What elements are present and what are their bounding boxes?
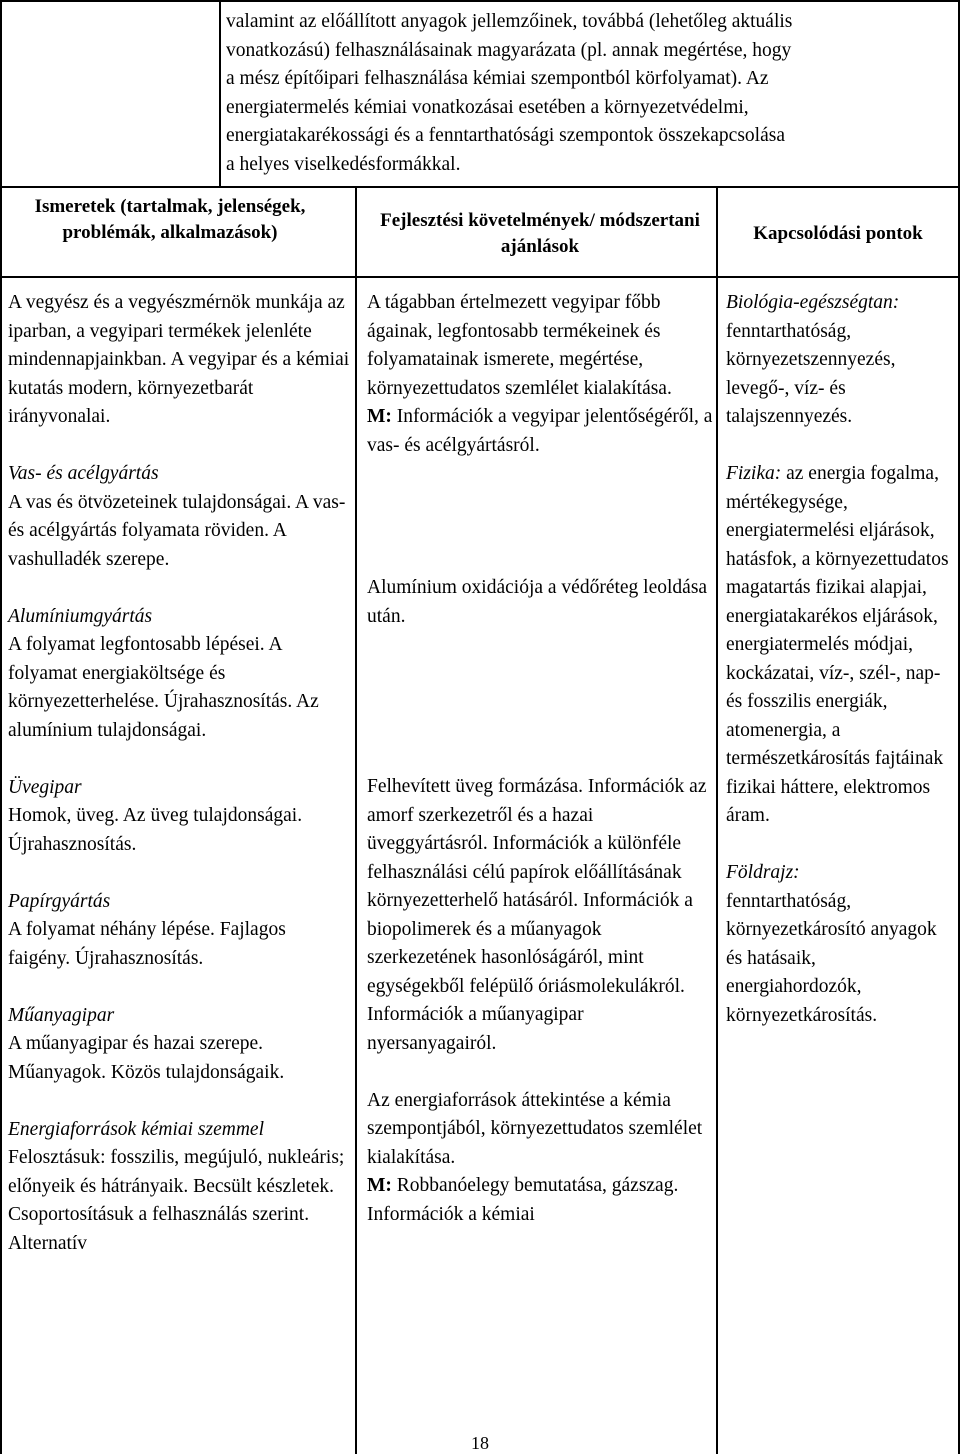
divider-header-bottom	[0, 276, 960, 278]
subject-text: az energia fogalma, mértékegysége, energiatermelési eljárások, hatásfok, a környezettudatos magatartás fizikai alapjai, energiatakarékos eljárások, energiatermelés módjai, kockázatai, víz-, szél-, nap- és fosszilis energiák, atomenergia, a természetkárosítás fajtáinak fizikai háttere, elektromos áram.	[726, 463, 949, 826]
section-title-aluminium: Alumíniumgyártás	[8, 605, 153, 627]
dev-paragraph-1: A tágabban értelmezett vegyipar főbb ágainak, legfontosabb termékeinek és folyamatainak ismerete, megértése, környezettudatos szemlélet kialakítása.	[367, 292, 672, 399]
section-title-glass: Üvegipar	[8, 776, 82, 798]
intro-line: energiatermelés kémiai vonatkozásai esetében a környezetvédelmi,	[226, 96, 749, 118]
divider-col1-col2	[355, 186, 357, 1454]
section-text-aluminium: A folyamat legfontosabb lépései. A folyamat energiaköltsége és környezetterhelése. Újrahasznosítás. Az alumínium tulajdonságai.	[8, 634, 319, 741]
connection-physics	[726, 460, 956, 831]
section-text-iron: A vas és ötvözeteinek tulajdonságai. A vas- és acélgyártás folyamata röviden. A vashulladék szerepe.	[8, 491, 346, 570]
header-connections: Kapcsolódási pontok	[753, 223, 923, 244]
divider-top-left	[0, 186, 220, 188]
section-text-plastics: A műanyagipar és hazai szerepe. Műanyagok. Közös tulajdonságaik.	[8, 1033, 285, 1083]
method-text: Robbanóelegy bemutatása, gázszag. Információk a kémiai	[367, 1175, 679, 1225]
subject-label: Földrajz:	[726, 862, 800, 883]
section-text-energy: Felosztásuk: fosszilis, megújuló, nukleáris; előnyeik és hátrányaik. Becsült készletek. Csoportosításuk a felhasználás szerint. Alternatív	[8, 1147, 345, 1254]
divider-col2-col3	[716, 186, 718, 1454]
header-knowledge: Ismeretek (tartalmak, jelenségek, problémák, alkalmazások)	[34, 196, 306, 243]
dev-paragraph-m2	[367, 1172, 713, 1229]
dev-paragraph-3: Felhevített üveg formázása. Információk az amorf szerkezetről és a hazai üveggyártásról. Információk a különféle felhasználási célú papírok előállításának környezetterhelő hatásáról. Információk a biopolimerek és a műanyagok szerkezetének hasonlóságáról, mint egységekből felépülő óriásmolekulákról. Információk a műanyagipar nyersanyagairól.	[367, 776, 707, 1054]
dev-paragraph-m1	[367, 403, 713, 460]
method-label: M:	[367, 406, 392, 427]
section-text-glass: Homok, üveg. Az üveg tulajdonságai. Újrahasznosítás.	[8, 805, 303, 855]
column-knowledge	[8, 289, 352, 1258]
intro-text	[226, 8, 954, 179]
page-number: 18	[471, 1433, 489, 1453]
method-label: M:	[367, 1175, 392, 1196]
subject-label: Fizika:	[726, 463, 782, 484]
intro-paragraph: A vegyész és a vegyészmérnök munkája az iparban, a vegyipari termékek jelenléte mindennapjainkban. A vegyipar és a kémiai kutatás modern, környezetbarát irányvonalai.	[8, 292, 350, 427]
section-title-paper: Papírgyártás	[8, 890, 111, 912]
column-development	[367, 289, 713, 1229]
intro-line: a helyes viselkedésformákkal.	[226, 153, 461, 175]
intro-line: a mész építőipari felhasználása kémiai szempontból körfolyamat). Az	[226, 68, 769, 89]
connection-biology	[726, 289, 956, 432]
section-title-energy: Energiaforrások kémiai szemmel	[8, 1118, 264, 1140]
section-title-plastics: Műanyagipar	[8, 1004, 115, 1026]
intro-line: vonatkozású) felhasználásainak magyarázata (pl. annak megértése, hogy	[226, 39, 792, 61]
column-connections	[726, 289, 956, 1030]
subject-label: Biológia-egészségtan:	[726, 292, 900, 313]
header-development: Fejlesztési követelmények/ módszertani ajánlások	[380, 210, 700, 257]
method-text: Információk a vegyipar jelentőségéről, a vas- és acélgyártásról.	[367, 406, 713, 456]
section-text-paper: A folyamat néhány lépése. Fajlagos faigény. Újrahasznosítás.	[8, 919, 286, 969]
divider-header-top	[219, 186, 960, 188]
dev-paragraph-2: Alumínium oxidációja a védőréteg leoldása után.	[367, 577, 708, 627]
dev-paragraph-4: Az energiaforrások áttekintése a kémia szempontjából, környezettudatos szemlélet kialakítása.	[367, 1089, 703, 1168]
divider-top-row	[219, 0, 221, 186]
subject-text: fenntarthatóság, környezetkárosító anyagok és hatásaik, energiahordozók, környezetkárosítás.	[726, 890, 937, 1026]
intro-line: valamint az előállított anyagok jellemzőinek, továbbá (lehetőleg aktuális	[226, 11, 793, 32]
intro-line: energiatakarékossági és a fenntarthatósági szempontok összekapcsolása	[226, 125, 785, 146]
subject-text: fenntarthatóság, környezetszennyezés, levegő-, víz- és talajszennyezés.	[726, 320, 896, 427]
connection-geography	[726, 859, 956, 1030]
section-title-iron: Vas- és acélgyártás	[8, 463, 159, 484]
